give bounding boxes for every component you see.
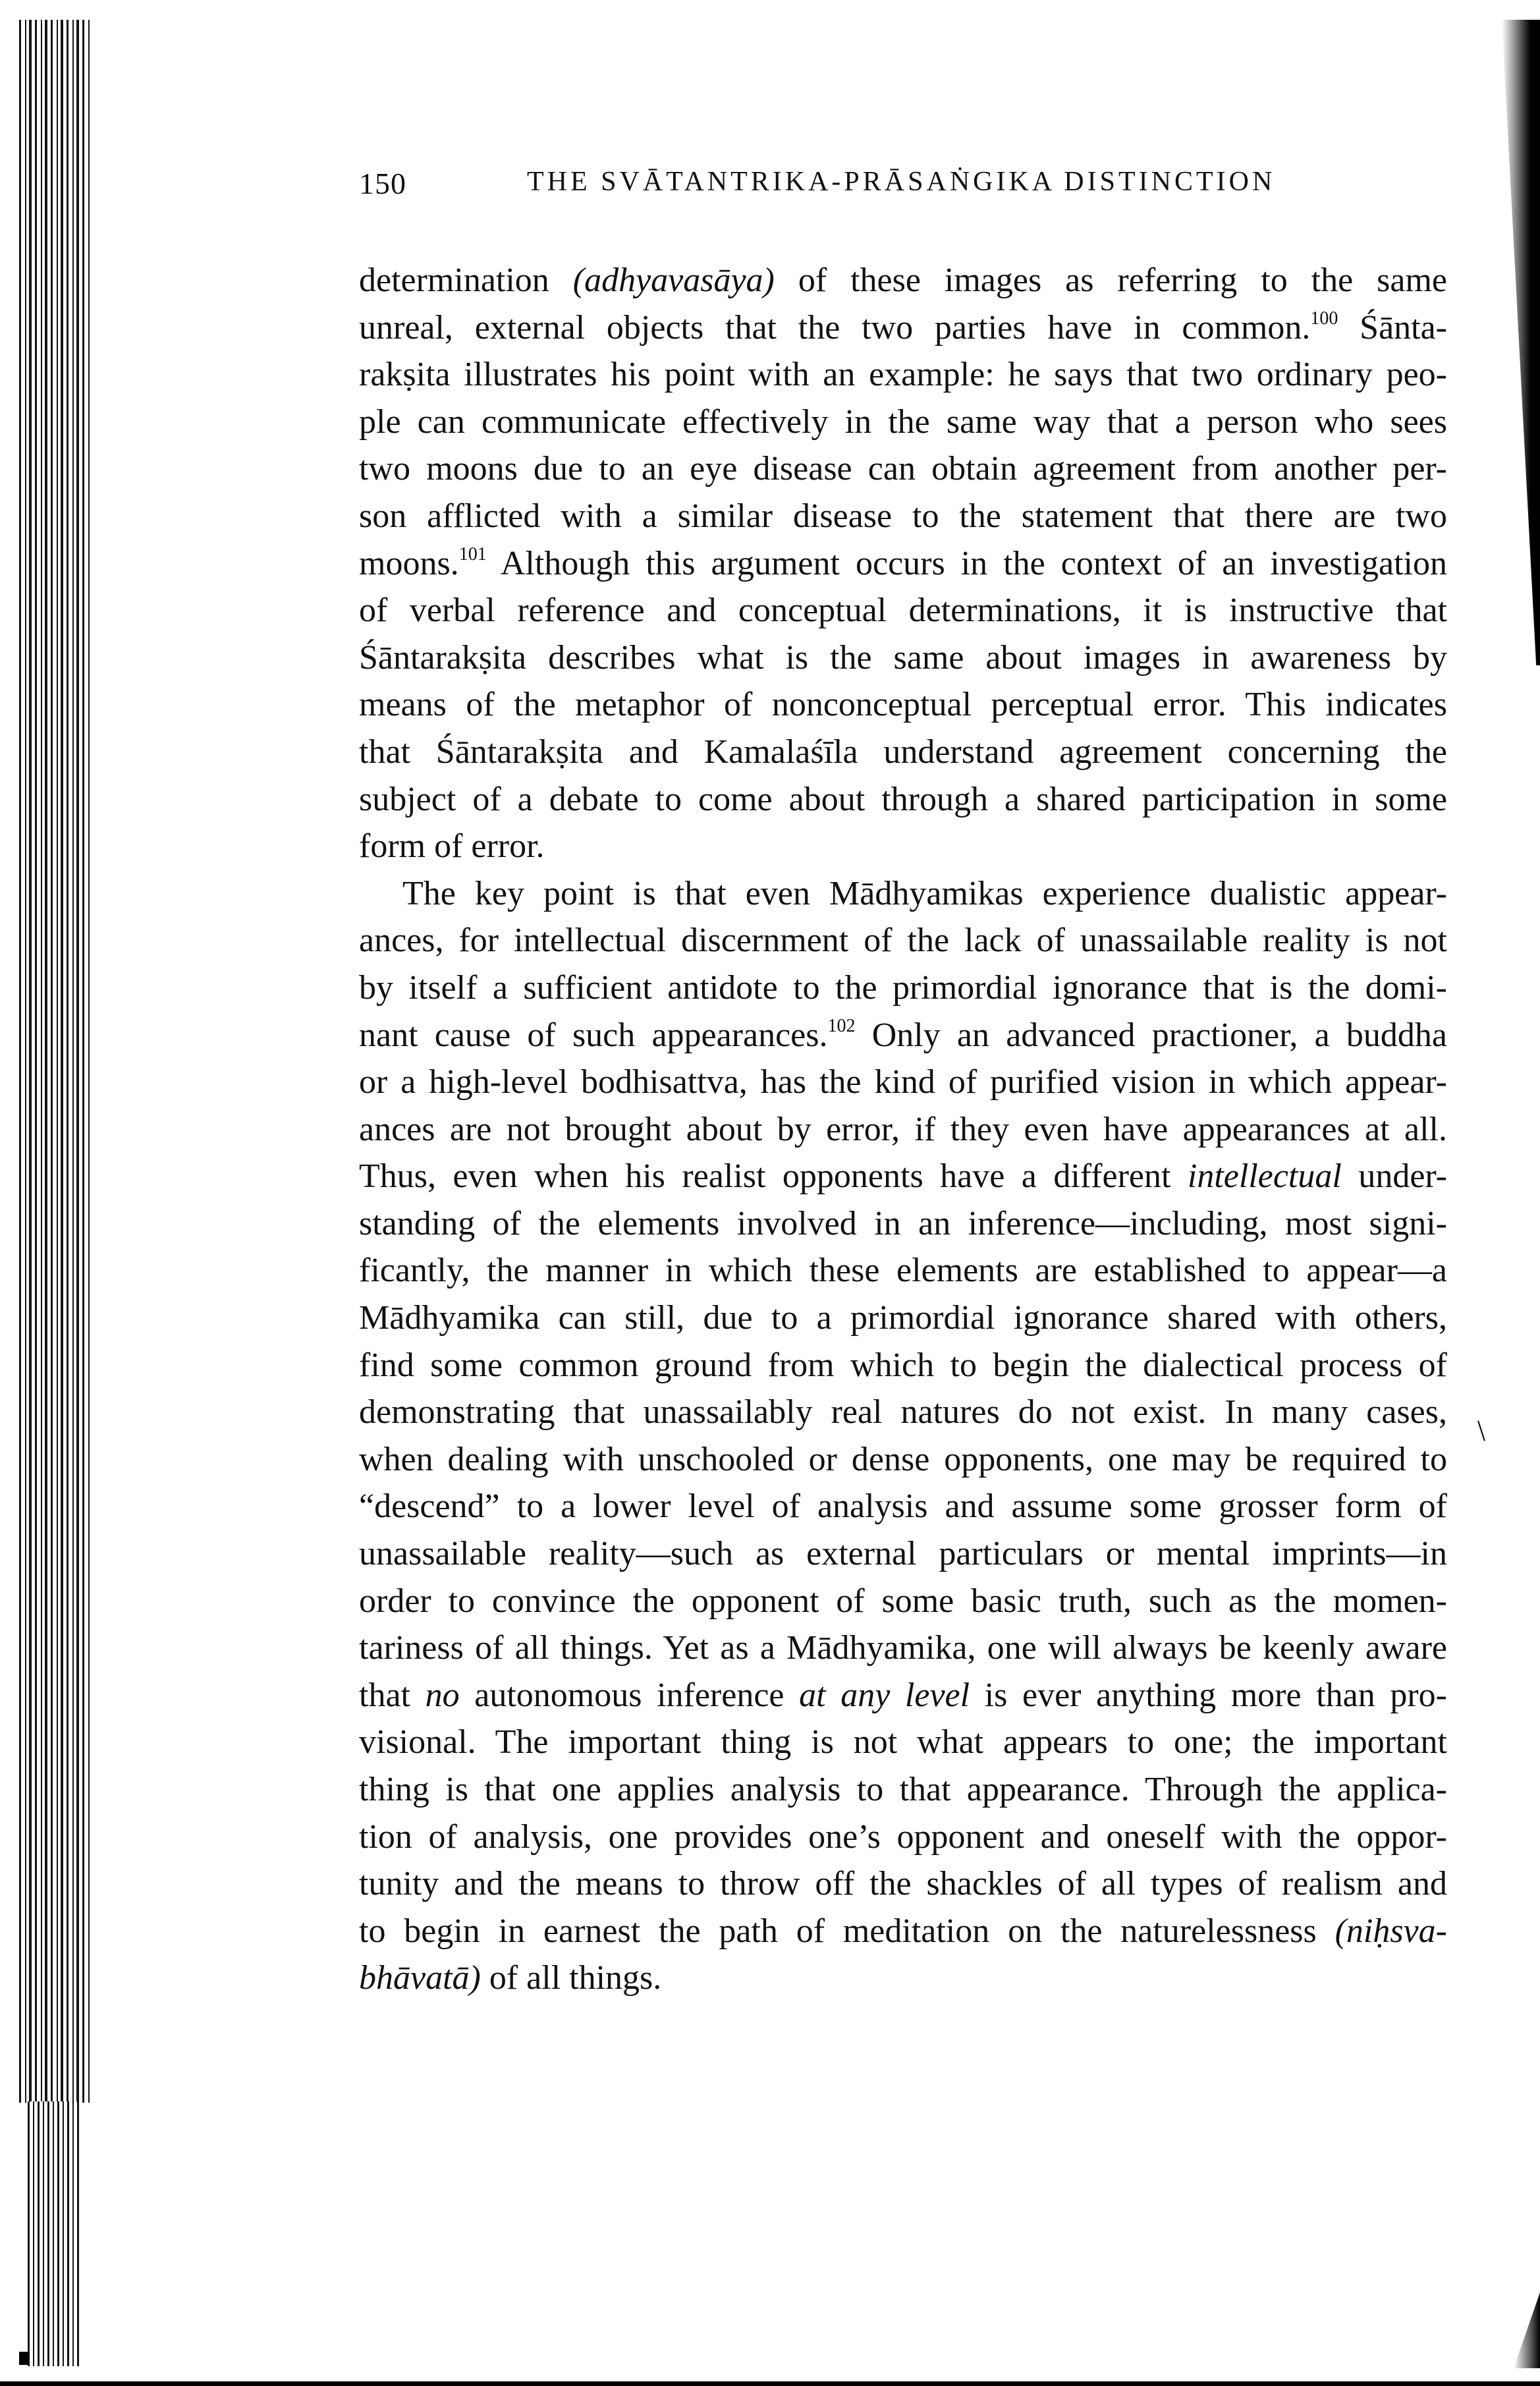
text-run: tunity and the means to throw off the shackles of all types of realism and xyxy=(359,1865,1447,1903)
italic-term: (adhyavasāya) xyxy=(572,262,775,299)
scan-stray-mark xyxy=(1477,1420,1485,1441)
text-line xyxy=(359,1247,1447,1294)
text-run: visional. The important thing is not what appears to one; the important xyxy=(359,1723,1447,1762)
text-line xyxy=(359,1153,1447,1200)
text-run: that Śāntarakṣita and Kamalaśīla understand agreement concerning the xyxy=(359,733,1447,771)
text-line xyxy=(359,1955,1447,2002)
text-line xyxy=(359,1436,1447,1484)
text-run: rakṣita illustrates his point with an example: he says that two ordinary peo- xyxy=(359,356,1447,394)
text-run: order to convince the opponent of some basic truth, such as the momen- xyxy=(359,1582,1447,1620)
text-line xyxy=(359,1530,1447,1578)
text-run: Only an advanced practioner, a buddha xyxy=(855,1016,1448,1054)
text-run: Although this argument occurs in the context of an investigation xyxy=(486,544,1447,582)
text-run: two moons due to an eye disease can obtain agreement from another per- xyxy=(359,450,1447,488)
text-line xyxy=(359,634,1447,682)
paragraph xyxy=(359,257,1447,870)
italic-term: no xyxy=(425,1676,460,1714)
text-run: Mādhyamika can still, due to a primordial ignorance shared with others, xyxy=(359,1299,1447,1337)
text-line xyxy=(359,776,1447,823)
text-line xyxy=(359,681,1447,729)
text-line xyxy=(359,1012,1447,1059)
text-run: demonstrating that unassailably real natures do not exist. In many cases, xyxy=(359,1393,1447,1431)
text-run: ances, for intellectual discernment of the lack of unassailable reality is not xyxy=(359,922,1447,960)
text-line xyxy=(359,1106,1447,1153)
text-run: moons. xyxy=(359,544,459,582)
paragraph xyxy=(359,870,1447,2002)
text-run: form of error. xyxy=(359,827,545,866)
running-head xyxy=(0,166,1540,212)
text-line xyxy=(359,1814,1447,1861)
text-line xyxy=(359,917,1447,964)
text-run: Śānta- xyxy=(1338,308,1447,347)
text-line xyxy=(359,587,1447,634)
chapter-running-title: THE SVĀTANTRIKA-PRĀSAṄGIKA DISTINCTION xyxy=(527,167,1276,197)
text-run: son afflicted with a similar disease to the statement that there are two xyxy=(359,497,1447,535)
text-line xyxy=(359,823,1447,870)
text-run: tion of analysis, one provides one’s opponent and oneself with the oppor- xyxy=(359,1817,1447,1856)
text-run: subject of a debate to come about through a shared participation in some xyxy=(359,780,1447,818)
text-run: when dealing with unschooled or dense opponents, one may be required to xyxy=(359,1440,1447,1478)
scan-edge-shadow-bottom xyxy=(1514,2292,1540,2368)
text-run: autonomous inference xyxy=(459,1676,800,1714)
text-line xyxy=(359,1294,1447,1342)
text-run: The key point is that even Mādhyamikas experience dualistic appear- xyxy=(402,874,1447,912)
text-run: “descend” to a lower level of analysis and assume some grosser form of xyxy=(359,1487,1447,1526)
text-line xyxy=(359,445,1447,493)
text-run: ances are not brought about by error, if they even have appearances at all. xyxy=(359,1110,1447,1148)
text-run: unassailable reality—such as external particulars or mental imprints—in xyxy=(359,1535,1447,1573)
text-line xyxy=(359,1624,1447,1672)
text-run: of all things. xyxy=(480,1959,662,1997)
text-run: of verbal reference and conceptual determinations, it is instructive that xyxy=(359,592,1447,630)
text-line xyxy=(359,729,1447,776)
text-line xyxy=(359,1483,1447,1530)
text-run: ficantly, the manner in which these elements are established to appear—a xyxy=(359,1252,1447,1290)
text-run: determination xyxy=(359,262,573,299)
text-run: is ever anything more than pro- xyxy=(970,1676,1447,1714)
text-line xyxy=(359,964,1447,1012)
text-run: find some common ground from which to begin the dialectical process of xyxy=(359,1346,1447,1384)
text-run: standing of the elements involved in an inference—including, most signi- xyxy=(359,1204,1447,1242)
text-line xyxy=(359,1200,1447,1248)
page-number: 150 xyxy=(359,167,406,200)
text-line xyxy=(359,1342,1447,1389)
text-line xyxy=(359,493,1447,540)
text-line xyxy=(359,540,1447,588)
text-run: or a high-level bodhisattva, has the kind of purified vision in which appear- xyxy=(359,1063,1447,1101)
scan-bottom-edge xyxy=(0,2381,1540,2386)
text-line xyxy=(359,1389,1447,1436)
text-line xyxy=(359,399,1447,446)
text-run: of these images as referring to the same xyxy=(774,262,1448,299)
scan-binding-stripes-lower xyxy=(28,2101,82,2366)
text-line xyxy=(359,1719,1447,1766)
text-line xyxy=(359,1860,1447,1908)
text-run: means of the metaphor of nonconceptual perceptual error. This indicates xyxy=(359,686,1447,724)
text-line xyxy=(359,1672,1447,1719)
text-run: unreal, external objects that the two parties have in common. xyxy=(359,308,1311,347)
scan-artifact-blot xyxy=(19,2352,30,2365)
text-line xyxy=(359,304,1447,352)
text-run: under- xyxy=(1341,1157,1447,1196)
text-line xyxy=(359,1059,1447,1106)
text-run: nant cause of such appearances. xyxy=(359,1016,828,1054)
scan-edge-shadow-top xyxy=(1502,20,1540,665)
text-line xyxy=(359,1578,1447,1625)
body-text xyxy=(359,257,1447,2002)
text-line xyxy=(359,351,1447,399)
text-run: thing is that one applies analysis to that appearance. Through the applica- xyxy=(359,1771,1447,1808)
text-run: ple can communicate effectively in the same way that a person who sees xyxy=(359,402,1447,441)
text-run: by itself a sufficient antidote to the primordial ignorance that is the domi- xyxy=(359,968,1447,1007)
text-run: to begin in earnest the path of meditation on the naturelessness xyxy=(359,1912,1335,1950)
text-line xyxy=(359,1908,1447,1955)
text-line xyxy=(359,257,1447,304)
text-run: Thus, even when his realist opponents have a different xyxy=(359,1157,1188,1196)
scan-binding-stripes xyxy=(19,20,92,2103)
italic-term: at any level xyxy=(799,1676,970,1714)
footnote-ref: 101 xyxy=(458,543,487,565)
italic-term: bhāvatā) xyxy=(359,1959,481,1997)
text-line xyxy=(359,870,1447,918)
text-run: that xyxy=(359,1676,426,1714)
italic-term: (niḥsva- xyxy=(1334,1912,1447,1950)
footnote-ref: 100 xyxy=(1310,308,1338,329)
footnote-ref: 102 xyxy=(827,1015,856,1036)
italic-term: intellectual xyxy=(1187,1157,1342,1196)
text-run: tariness of all things. Yet as a Mādhyamika, one will always be keenly aware xyxy=(359,1629,1447,1667)
text-line xyxy=(359,1766,1447,1814)
text-run: Śāntarakṣita describes what is the same about images in awareness by xyxy=(359,638,1447,677)
